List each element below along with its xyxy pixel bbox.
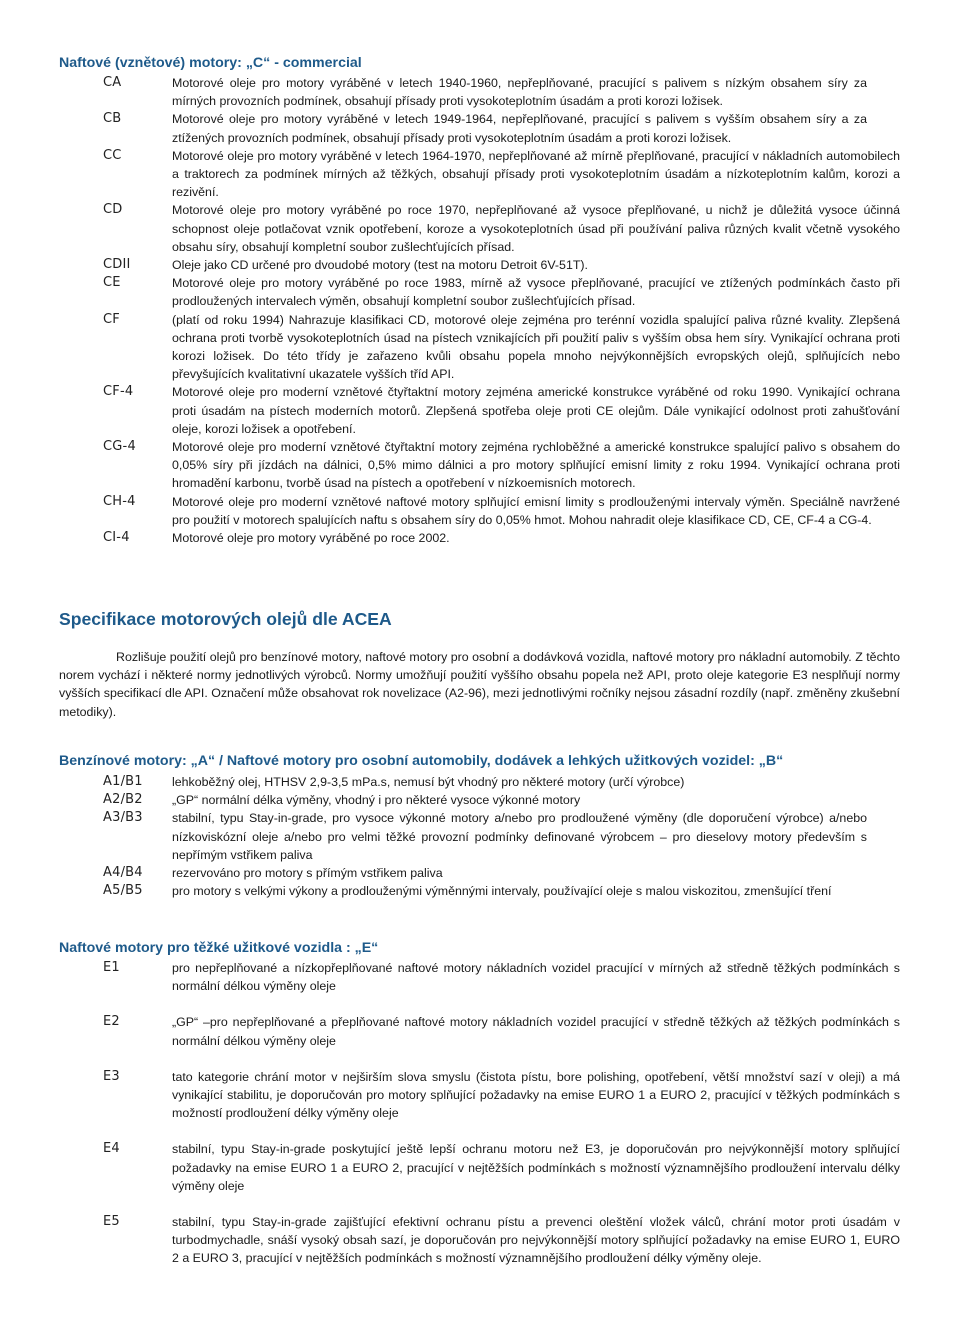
code-label: A1/B1: [103, 774, 143, 789]
definition-item-cf-4: [0, 383, 960, 438]
acea-paragraph: Rozlišuje použití olejů pro benzínové motory, naftové motory pro osobní a dodávková vozidla, naftové motory pro nákladní automobily. Z těchto norem vychází i některé normy jednotlivých výrobců. Normy umožňují použití vyššího obsahu popela než API, proto oleje kategorie E3 nesplňují normy vyšších specifikací dle API. Označení může obsahovat rok novelizace (A2-96), mezi jednotlivými ročníky nejsou zásadní rozdíly (např. změněny zkušební metodiky).: [59, 650, 900, 719]
code-label: CD: [103, 202, 123, 218]
definition-item-cb: [0, 110, 960, 146]
code-label: A3/B3: [103, 810, 143, 826]
definition-item-ca: [0, 74, 960, 110]
definition-text: tato kategorie chrání motor v nejširším slova smyslu (čistota pístu, bore polishing, opotřebení, větší množství sazí v oleji) a má vynikající stabilitu, je doporučován pro motory splňující požadavky na emise EURO 1 a EURO 2, pracující v těžkých podmínkách s možností prodloužení délky výměny oleje: [172, 1069, 900, 1121]
code-label: CF: [103, 311, 120, 327]
definition-item-cdii: [0, 256, 960, 274]
definition-item-cc: [0, 147, 960, 202]
definition-text: rezervováno pro motory s přímým vstřikem paliva: [172, 866, 443, 881]
definition-text: Motorové oleje pro motory vyráběné po roce 1983, mírně až vysoce přeplňované, pracující ve ztížených podmínkách často při prodloužených intervalech výměn, obsahují kompletní soubor zušlechťujících přísad.: [172, 276, 900, 309]
definition-item-a4-b4: [0, 864, 960, 882]
code-label: E4: [103, 1141, 120, 1157]
code-label: CF-4: [103, 384, 134, 400]
definition-text: Motorové oleje pro moderní vznětové čtyřtaktní motory zejména rychloběžné a americké konstrukce spalující palivo s obsahem do 0,05% síry při jízdách na dálnici, 0,5% mimo dálnici a pro motory splňující emisní limity z roku 1994. Vynikající ochrana proti hromadění karbonu, tvorbě úsad na pístech a opotřebení v nízkoemisních motorech.: [172, 440, 900, 491]
definition-text: pro motory s velkými výkony a prodlouženými výměnnými intervaly, používající oleje s malou viskozitou, zmenšující tření: [172, 884, 832, 899]
code-label: CG-4: [103, 439, 136, 455]
definition-text: Motorové oleje pro moderní vznětové čtyřtaktní motory zejména americké konstrukce vyráběné od roku 1990. Vynikající ochrana proti úsadám na pístech moderních motorů. Zlepšená spotřeba oleje proti CE olejům. Dále vynikající odolnost proti zahušťování oleje, korozi ložisek a opotřebení.: [172, 385, 900, 436]
definition-item-ci-4: [0, 529, 960, 547]
definition-text: Motorové oleje pro moderní vznětové naftové motory splňující emisní limity s prodlouženými intervaly výměn. Speciálně navržené pro použití v motorech spalujících naftu s obsahem síry do 0,05% hmot. Mohou nahradit oleje klasifikace CD, CE, CF-4 a CG-4.: [172, 494, 900, 527]
definition-text: „GP“ –pro nepřeplňované a přeplňované naftové motory nákladních vozidel pracující v středně těžkých až těžkých podmínkách s normální délkou výměny oleje: [172, 1015, 900, 1048]
definition-item-e4: [0, 1140, 960, 1195]
definition-item-e3: [0, 1068, 960, 1123]
acea-title: Specifikace motorových olejů dle ACEA: [59, 609, 392, 629]
definition-text: Motorové oleje pro motory vyráběné po roce 2002.: [172, 531, 450, 546]
definition-text: (platí od roku 1994) Nahrazuje klasifikaci CD, motorové oleje zejména pro terénní vozidla spalující paliva různé kvality. Zlepšená ochrana proti tvorbě vysokoteplotních úsad na pístech vznikajících při použití paliv s vyšším obsa hem síry. Vynikající ochrana proti korozi ložisek. Do této třídy je zařazeno kvůli obsahu popela mnoho nejvýkonnějších evropských olejů, splňujících nebo převyšujících kvalitativní ukazatele vyšších tříd API.: [172, 312, 900, 382]
code-label: CA: [103, 75, 122, 90]
definition-text: Motorové oleje pro motory vyráběné v letech 1940-1960, nepřeplňované, pracující s palivem s nízkým obsahem síry za mírných provozních podmínek, obsahují přísady proti vysokoteplotním úsadám a proti korozi ložisek.: [172, 76, 867, 109]
definition-text: pro nepřeplňované a nízkopřeplňované naftové motory nákladních vozidel pracující v mírných až středně těžkých podmínkách s normální délkou výměny oleje: [172, 961, 900, 994]
code-label: CDII: [103, 257, 131, 273]
section-e-list: [0, 959, 960, 1268]
section-c-title: Naftové (vznětové) motory: „C“ - commercial: [59, 55, 362, 71]
code-label: A4/B4: [103, 865, 143, 881]
definition-text: Motorové oleje pro motory vyráběné po roce 1970, nepřeplňované až vysoce přeplňované, u nichž je důležitá vysoce účinná schopnost oleje potlačovat vznik opotřebení, koroze a vysokoteplotních úsad při používání paliva různých kvalit včetně vysokého obsahu síry, obsahují kompletní soubor zušlechťujících přísad.: [172, 203, 900, 254]
definition-item-e1: [0, 959, 960, 995]
code-label: CI-4: [103, 530, 130, 546]
definition-item-cd: [0, 201, 960, 256]
section-c-list: [0, 74, 960, 547]
definition-text: stabilní, typu Stay-in-grade poskytující ještě lepší ochranu motoru než E3, je doporučován pro nejvýkonnější motory splňující požadavky na emise EURO 1 a EURO 2, pracující v nejtěžších podmínkách s možností významnějšího prodloužení intervalu délky výměny oleje: [172, 1142, 900, 1193]
section-ab-title: Benzínové motory: „A“ / Naftové motory pro osobní automobily, dodávek a lehkých užitkových vozidel: „B“: [59, 753, 784, 769]
section-ab-list: [0, 773, 960, 900]
definition-item-ch-4: [0, 493, 960, 529]
code-label: E1: [103, 960, 120, 975]
code-label: E2: [103, 1014, 120, 1030]
code-label: A5/B5: [103, 883, 143, 899]
definition-text: Motorové oleje pro motory vyráběné v letech 1964-1970, nepřeplňované až mírně přeplňované, pracující v nákladních automobilech a traktorech za podmínek mírných až těžkých, obsahují přísady proti vysokoteplotním úsadám a nízkoteplotním kalům, korozi a rezivění.: [172, 148, 900, 200]
definition-text: lehkoběžný olej, HTHSV 2,9-3,5 mPa.s, nemusí být vhodný pro některé motory (určí výrobce): [172, 775, 685, 789]
code-label: E5: [103, 1214, 120, 1230]
definition-text: „GP“ normální délka výměny, vhodný i pro některé vysoce výkonné motory: [172, 793, 581, 808]
definition-item-a3-b3: [0, 809, 960, 864]
code-label: CB: [103, 111, 122, 127]
definition-item-a5-b5: [0, 882, 960, 900]
code-label: A2/B2: [103, 792, 143, 808]
definition-item-cg-4: [0, 438, 960, 493]
definition-item-a2-b2: [0, 791, 960, 809]
definition-text: Oleje jako CD určené pro dvoudobé motory (test na motoru Detroit 6V-51T).: [172, 258, 588, 273]
definition-item-e2: [0, 1013, 960, 1049]
definition-item-cf: [0, 311, 960, 384]
definition-item-ce: [0, 274, 960, 310]
code-label: CC: [103, 147, 122, 163]
definition-text: Motorové oleje pro motory vyráběné v letech 1949-1964, nepřeplňované, pracující s palivem s vyšším obsahem síry a za ztížených provozních podmínek, obsahují přísady proti vysokoteplotním úsadám a proti korozi ložisek.: [172, 112, 867, 145]
code-label: E3: [103, 1068, 120, 1084]
section-e-title: Naftové motory pro těžké užitkové vozidla : „E“: [59, 940, 379, 956]
definition-item-e5: [0, 1213, 960, 1268]
code-label: CH-4: [103, 493, 136, 509]
definition-text: stabilní, typu Stay-in-grade zajišťující efektivní ochranu pístu a prevenci oleštění vložek válců, chrání motor proti úsadám v turbodmychadle, snáší vysoký obsah sazí, je doporučován pro nejvýkonnější motory splňující požadavky na emise EURO 1, EURO 2 a EURO 3, pracující v nejtěžších podmínkách s možností významnějšího prodloužení délky výměny oleje.: [172, 1215, 900, 1266]
code-label: CE: [103, 275, 121, 291]
definition-text: stabilní, typu Stay-in-grade, pro vysoce výkonné motory a/nebo pro prodloužené výměny (dle doporučení výrobce) a/nebo nízkoviskózní oleje a/nebo pro velmi těžké provozní podmínky definované výrobcem – pro dieselovy motory především s nepřímým vstřikem paliva: [172, 811, 867, 862]
definition-item-a1-b1: [0, 773, 960, 791]
